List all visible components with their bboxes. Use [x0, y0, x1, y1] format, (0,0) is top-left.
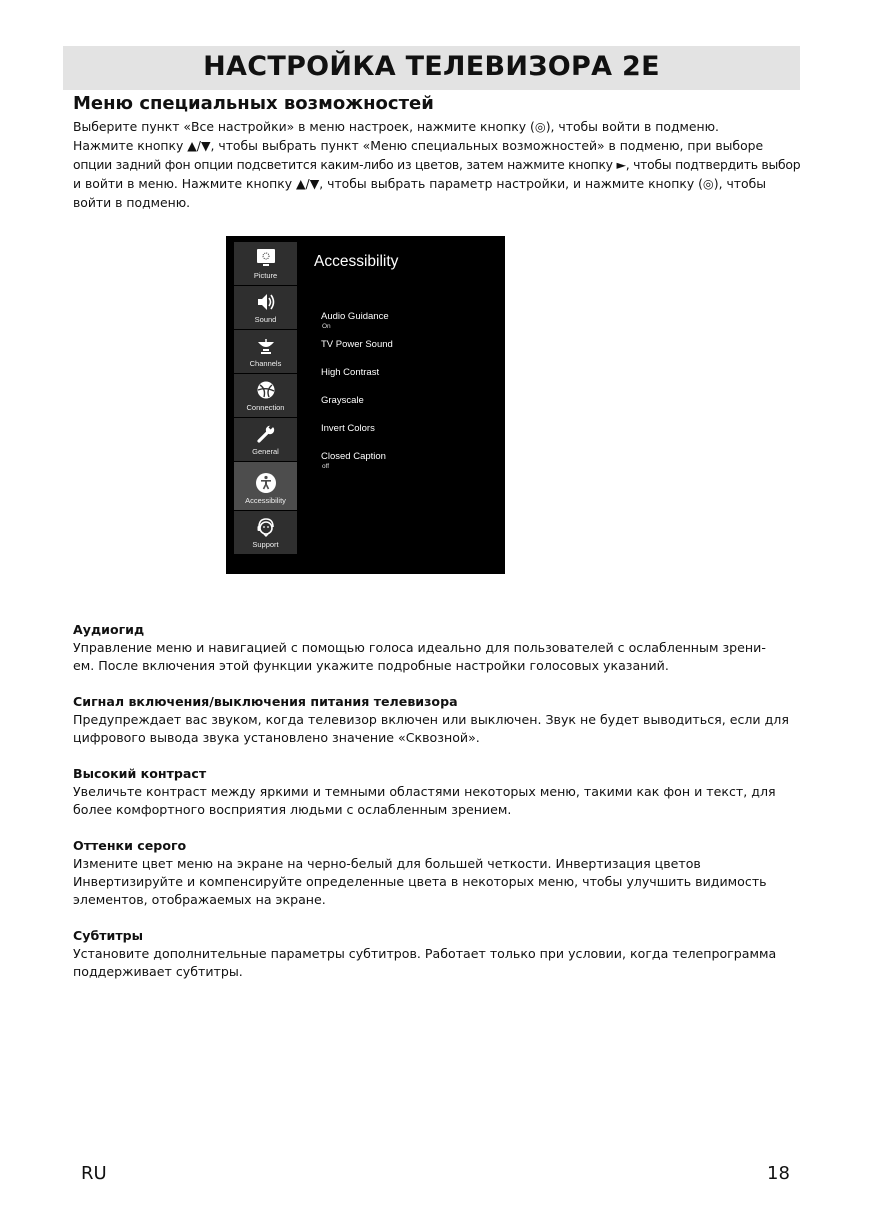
tv-sidebar-label: Sound — [254, 315, 277, 324]
tv-option-name: Grayscale — [321, 395, 364, 406]
description-text — [73, 639, 808, 675]
intro-line: войти в подменю. — [73, 195, 191, 210]
description-text — [73, 783, 808, 819]
support-icon — [255, 517, 277, 537]
picture-icon — [255, 248, 277, 268]
description-heading: Высокий контраст — [73, 766, 207, 781]
description-line: элементов, отображаемых на экране. — [73, 892, 326, 907]
tv-sidebar-label: General — [252, 447, 279, 456]
tv-option-tv-power-sound[interactable] — [321, 339, 393, 350]
description-heading: Оттенки серого — [73, 838, 187, 853]
tv-option-name: Closed Caption — [321, 451, 386, 462]
intro-line: и войти в меню. Нажмите кнопку ▲/▼, чтобы выбрать параметр настройки, и нажмите кнопку (◎), чтобы — [73, 176, 766, 191]
tv-menu-screenshot — [226, 236, 505, 574]
tv-option-value: off — [322, 463, 330, 470]
description-line: поддерживает субтитры. — [73, 964, 243, 979]
description-power-sound — [73, 693, 808, 747]
wrench-icon — [255, 424, 277, 444]
tv-sidebar — [234, 242, 297, 555]
tv-sidebar-item-connection[interactable] — [234, 374, 297, 418]
intro-paragraph — [73, 117, 813, 212]
description-heading: Аудиогид — [73, 622, 145, 637]
description-line: Увеличьте контраст между яркими и темными областями некоторых меню, такими как фон и текст, для — [73, 784, 776, 799]
description-high-contrast — [73, 765, 808, 819]
tv-sidebar-label: Channels — [249, 359, 282, 368]
footer-language: RU — [81, 1163, 107, 1184]
description-line: Управление меню и навигацией с помощью голоса идеально для пользователей с ослабленным зрени- — [73, 640, 766, 655]
intro-line: опции задний фон опции подсветится каким-либо из цветов, затем нажмите кнопку ►, чтобы подтвердить выбор — [73, 157, 801, 172]
description-line: ем. После включения этой функции укажите подробные настройки голосовых указаний. — [73, 658, 669, 673]
globe-icon — [255, 380, 277, 400]
tv-option-audio-guidance[interactable] — [321, 311, 389, 330]
tv-sidebar-item-channels[interactable] — [234, 330, 297, 374]
tv-sidebar-label: Support — [252, 540, 279, 549]
description-line: цифрового вывода звука установлено значение «Сквозной». — [73, 730, 480, 745]
description-grayscale — [73, 837, 808, 909]
description-line: Инвертизируйте и компенсируйте определенные цвета в некоторых меню, чтобы улучшить видимость — [73, 874, 767, 889]
tv-option-value: On — [322, 323, 331, 330]
description-line: Предупреждает вас звуком, когда телевизор включен или выключен. Звук не будет выводиться, если для — [73, 712, 789, 727]
description-text — [73, 945, 808, 981]
tv-sidebar-item-support[interactable] — [234, 511, 297, 555]
description-text — [73, 855, 808, 909]
description-line: более комфортного восприятия людьми с ослабленным зрением. — [73, 802, 512, 817]
intro-line: Нажмите кнопку ▲/▼, чтобы выбрать пункт «Меню специальных возможностей» в подменю, при выборе — [73, 138, 764, 153]
intro-line: Выберите пункт «Все настройки» в меню настроек, нажмите кнопку (◎), чтобы войти в подменю. — [73, 119, 719, 134]
tv-option-name: TV Power Sound — [321, 339, 393, 350]
tv-sidebar-label: Connection — [246, 403, 285, 412]
description-heading: Субтитры — [73, 928, 144, 943]
tv-menu-title: Accessibility — [314, 253, 399, 270]
tv-option-name: High Contrast — [321, 367, 380, 378]
description-audio-guidance — [73, 621, 808, 675]
tv-option-grayscale[interactable] — [321, 395, 364, 406]
description-line: Измените цвет меню на экране на черно-белый для большей четкости. Инвертизация цветов — [73, 856, 701, 871]
tv-option-name: Audio Guidance — [321, 311, 389, 322]
tv-option-high-contrast[interactable] — [321, 367, 379, 378]
description-line: Установите дополнительные параметры субтитров. Работает только при условии, когда телепрограмма — [73, 946, 777, 961]
tv-sidebar-item-sound[interactable] — [234, 286, 297, 330]
tv-sidebar-item-accessibility[interactable] — [234, 462, 297, 511]
tv-option-invert-colors[interactable] — [321, 423, 375, 434]
page-number: 18 — [767, 1163, 790, 1184]
speaker-icon — [255, 292, 277, 312]
accessibility-icon — [255, 473, 277, 493]
header-bar — [63, 46, 800, 90]
tv-sidebar-label: Picture — [253, 271, 278, 280]
tv-sidebar-item-picture[interactable] — [234, 242, 297, 286]
description-text — [73, 711, 808, 747]
tv-sidebar-item-general[interactable] — [234, 418, 297, 462]
tv-sidebar-label: Accessibility — [245, 496, 286, 505]
tv-option-closed-caption[interactable] — [321, 451, 386, 470]
satellite-icon — [255, 336, 277, 356]
description-subtitles — [73, 927, 808, 981]
section-title: Меню специальных возможностей — [73, 93, 434, 114]
page-title: НАСТРОЙКА ТЕЛЕВИЗОРА 2E — [203, 51, 660, 82]
tv-option-name: Invert Colors — [321, 423, 375, 434]
description-heading: Сигнал включения/выключения питания телевизора — [73, 694, 458, 709]
